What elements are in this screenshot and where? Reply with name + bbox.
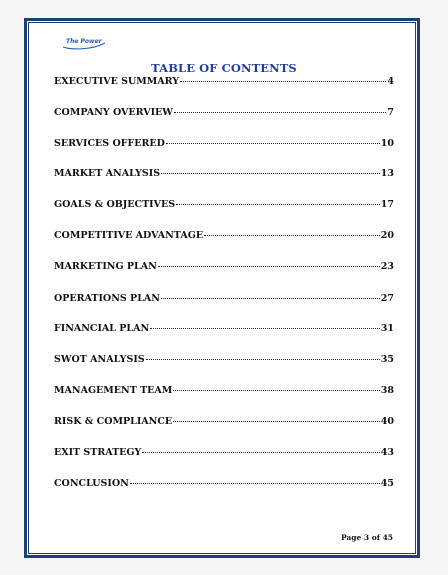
toc-entry-page: 17 [380,199,394,210]
toc-leader-dots [180,80,386,82]
toc-entry-label: COMPANY OVERVIEW [54,107,173,118]
toc-entry[interactable] [54,478,394,494]
toc-entry[interactable] [54,416,394,432]
toc-entry-page: 43 [380,447,394,458]
toc-leader-dots [142,451,379,453]
toc-leader-dots [150,327,380,329]
toc-entry[interactable] [54,199,394,215]
toc-entry-label: FINANCIAL PLAN [54,323,150,334]
toc-entry-page: 23 [380,261,394,272]
toc-entry-page: 31 [380,323,394,334]
toc-entry-page: 4 [387,76,394,87]
toc-entry-label: SWOT ANALYSIS [54,354,145,365]
toc-leader-dots [158,265,380,267]
toc-entry-label: MANAGEMENT TEAM [54,385,173,396]
toc-entry-label: OPERATIONS PLAN [54,293,160,304]
page-border-inner [28,22,416,554]
toc-leader-dots [176,203,380,205]
toc-entry-page: 7 [387,107,394,118]
toc-leader-dots [173,389,379,391]
toc-entry-label: EXIT STRATEGY [54,447,142,458]
toc-entry[interactable] [54,261,394,277]
toc-entry-page: 35 [380,354,394,365]
logo-text: The Power [66,38,102,45]
toc-entry[interactable] [54,293,394,309]
toc-leader-dots [146,358,380,360]
page-title: TABLE OF CONTENTS [151,61,297,75]
toc-entry[interactable] [54,107,394,123]
toc-entry[interactable] [54,168,394,184]
toc-entry[interactable] [54,76,394,92]
toc-entry[interactable] [54,385,394,401]
toc-entry-label: COMPETITIVE ADVANTAGE [54,230,204,241]
toc-leader-dots [161,172,380,174]
toc-entry-label: MARKETING PLAN [54,261,157,272]
toc-entry[interactable] [54,138,394,154]
toc-leader-dots [130,482,380,484]
toc-entry-label: CONCLUSION [54,478,129,489]
toc-entry-label: GOALS & OBJECTIVES [54,199,176,210]
page-number: Page 3 of 45 [340,533,393,542]
toc-entry-label: RISK & COMPLIANCE [54,416,173,427]
toc-entry-page: 45 [380,478,394,489]
toc-entry[interactable] [54,323,394,339]
toc-entry-label: MARKET ANALYSIS [54,168,161,179]
toc-entry-page: 27 [380,293,394,304]
toc-leader-dots [204,234,380,236]
toc-entry-page: 13 [380,168,394,179]
toc-entry-page: 38 [380,385,394,396]
toc-leader-dots [166,142,380,144]
toc-entry-page: 40 [380,416,394,427]
toc-entry-label: SERVICES OFFERED [54,138,165,149]
toc-entry[interactable] [54,447,394,463]
toc-leader-dots [173,420,380,422]
toc-entry[interactable] [54,230,394,246]
toc-leader-dots [174,111,386,113]
toc-entry-label: EXECUTIVE SUMMARY [54,76,180,87]
toc-leader-dots [161,297,380,299]
toc-entry[interactable] [54,354,394,370]
company-logo [62,38,106,50]
toc-entry-page: 20 [380,230,394,241]
toc-entry-page: 10 [380,138,394,149]
